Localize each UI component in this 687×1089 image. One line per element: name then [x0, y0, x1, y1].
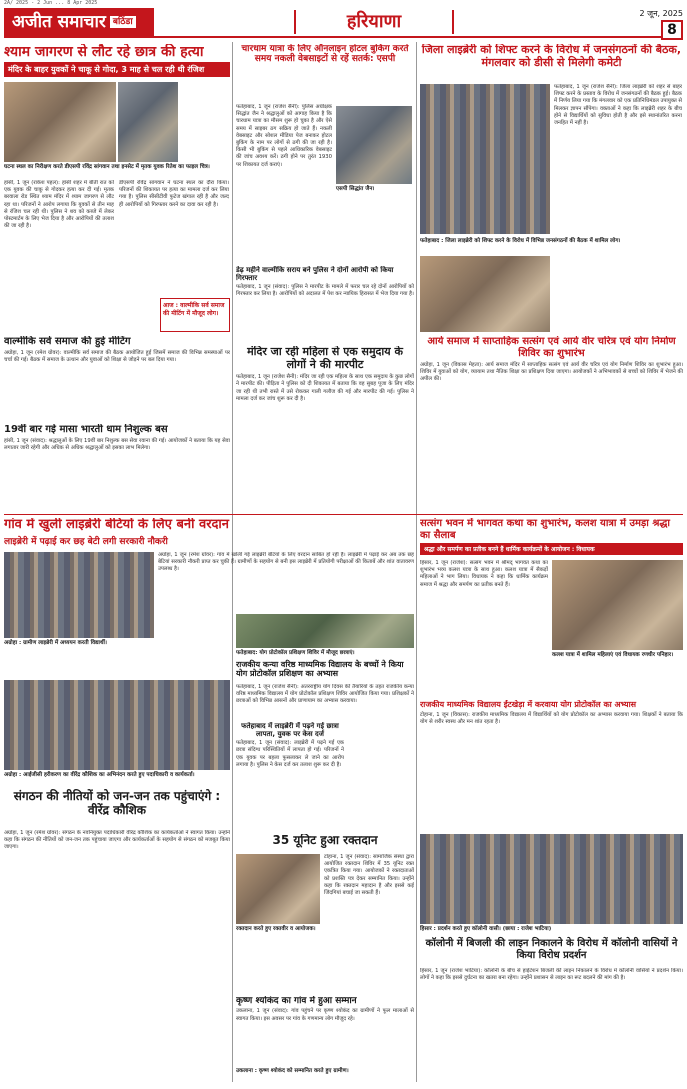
article-body: फतेहाबाद, 1 जून (राजेश सैनी): जिला लाइब्रेरी को शहर से बाहर शिफ्ट करने के प्रस्ताव के विरोध में जनसंगठनों की बैठक हुई। बैठक में निर्णय लिया गया कि मंगलवार को एक प्रतिनिधिमंडल उपायुक्त से मिलकर ज्ञापन सौंपेगा। वक्ताओं ने कहा कि लाइब्रेरी शहर के बीच होने से विद्यार्थियों को सुविधा होती है और इसे स्थानांतरित करना जनहित में नहीं है।	[554, 84, 682, 127]
article-blood-donation[interactable]	[236, 834, 414, 994]
article-body: टोहाना, 1 जून (विकास): राजकीय माध्यमिक विद्यालय में विद्यार्थियों को योग प्रोटोकॉल का अभ्यास करवाया गया। शिक्षकों ने बताया कि योग से शरीर स्वस्थ और मन शांत रहता है।	[420, 712, 683, 726]
headline: मंदिर जा रही महिला से एक समुदाय के लोगों ने की मारपीट	[247, 346, 403, 371]
article-body: अग्रोहा, 1 जून (रमेश ग्रोवर): वाल्मीकि सर्व समाज की बैठक आयोजित हुई जिसमें समाज की विभिन्न समस्याओं पर चर्चा की गई। बैठक में समाज के उत्थान और युवाओं को शिक्षा से जोड़ने पर बल दिया गया।	[4, 349, 230, 363]
article-arya-samaj[interactable]	[420, 336, 683, 512]
headline: कॉलोनी में बिजली की लाइन निकालने के विरोध में कॉलोनी वासियों ने किया विरोध प्रदर्शन	[425, 938, 678, 961]
article-yoga-school[interactable]	[420, 700, 683, 832]
photo-caption: उकलाना : कृष्ण श्योकंद को सम्मानित करते हुए ग्रामीण।	[236, 1068, 349, 1074]
blood-donation-photo	[236, 854, 320, 924]
article-body: हिसार, 1 जून (राजेश): सत्संग भवन में श्रीमद् भागवत कथा का शुभारंभ भव्य कलश यात्रा के साथ हुआ। कलश यात्रा में सैकड़ों महिलाओं ने भाग लिया। विधायक ने कहा कि धार्मिक कार्यक्रम समाज में श्रद्धा और समर्पण का प्रतीक बनते हैं।	[420, 560, 548, 588]
photo-caption: अग्रोहा : आईजीसी हरीकरण का वीरेंद्र कौशिक का अभिनंदन करते हुए पदाधिकारी व कार्यकर्ता।	[4, 772, 195, 778]
photo-caption: कलश यात्रा में शामिल महिलाएं एवं विधायक रणधीर पनिहार।	[552, 652, 674, 658]
photo-caption: रक्तदान करते हुए रक्तवीर व आयोजक।	[236, 926, 316, 932]
article-body: टोहाना, 1 जून (संवाद): सामाजिक संस्था द्वारा आयोजित रक्तदान शिविर में 35 यूनिट रक्त एकत्रित किया गया। आयोजकों ने रक्तदाताओं को प्रशस्ति पत्र देकर सम्मानित किया। उन्होंने कहा कि रक्तदान महादान है और इससे कई जिंदगियां बचाई जा सकती हैं।	[324, 854, 414, 897]
headline: 35 यूनिट हुआ रक्तदान	[272, 834, 378, 847]
headline: चारधाम यात्रा के लिए ऑनलाइन होटल बुकिंग करते समय नकली वेबसाइटों से रहें सतर्क: एसपी	[241, 44, 409, 65]
headline: कृष्ण श्योकंद का गांव में हुआ सम्मान	[236, 996, 357, 1006]
inset-photo	[118, 82, 178, 162]
article-colony-protest[interactable]	[420, 834, 683, 1082]
news-photo	[4, 82, 116, 162]
article-body: फतेहाबाद, 1 जून (राजेश सैनी): पुलिस अधीक्षक सिद्धांत जैन ने श्रद्धालुओं को आगाह किया है कि चारधाम यात्रा का मौसम शुरू हो चुका है और ऐसे समय में साइबर ठग सक्रिय हो जाते हैं। नकली वेबसाइट और सोशल मीडिया पेज बनाकर होटल बुकिंग के नाम पर लोगों से ठगी की जा रही है। किसी भी बुकिंग से पहले आधिकारिक वेबसाइट की जांच अवश्य करें। ठगी होने पर तुरंत 1930 पर शिकायत दर्ज कराएं।	[236, 104, 332, 168]
news-photo	[420, 256, 550, 332]
masthead	[4, 8, 683, 38]
sp-photo	[336, 106, 412, 184]
article-library-shift[interactable]	[420, 44, 683, 334]
article-missing-girl[interactable]	[236, 722, 344, 832]
headline: सत्संग भवन में भागवत कथा का शुभारंभ, कलश यात्रा में उमड़ा श्रद्धा का सैलाब	[420, 518, 671, 541]
yoga-photo	[236, 614, 414, 648]
article-body: अग्रोहा, 1 जून (रमेश ग्रोवर): गांव में खोली गई लाइब्रेरी बेटियों के लिए वरदान साबित हो रही है। लाइब्रेरी में पढ़ाई कर अब तक छह बेटियां सरकारी नौकरी प्राप्त कर चुकी हैं। ग्रामीणों के सहयोग से बनी इस लाइब्रेरी में प्रतियोगी परीक्षाओं की किताबें और शांत वातावरण उपलब्ध है।	[158, 552, 414, 573]
article-yoga-girls[interactable]	[236, 614, 414, 718]
protest-photo	[420, 834, 683, 924]
article-temple-assault[interactable]	[236, 346, 414, 514]
article-body: हांसी, 1 जून (राकेश पहल): हांसी शहर में बीती रात को एक युवक की चाकू से गोदकर हत्या कर दी गई। मृतक बरवाला रोड स्थित श्याम मंदिर में श्याम जागरण से लौट रहा था। परिजनों ने आरोप लगाया कि युवकों से तीन माह से रंजिश चल रही थी। पुलिस ने शव को कब्जे में लेकर पोस्टमार्टम के लिए भेज दिया है और आरोपियों की तलाश की जा रही है।	[4, 180, 114, 230]
headline: श्याम जागरण से लौट रहे छात्र की हत्या	[4, 44, 204, 60]
headline: वाल्मीकि सर्व समाज की हुई मीटिंग	[4, 336, 131, 347]
article-body: उकलाना, 1 जून (संवाद): गांव पहुंचने पर कृष्ण श्योकंद का ग्रामीणों ने फूल मालाओं से स्वागत किया। इस अवसर पर गांव के गणमान्य लोग मौजूद रहे।	[236, 1008, 414, 1022]
article-arrest[interactable]	[236, 266, 414, 340]
article-body: हिसार, 1 जून (राजेश भाटिया): कॉलोनी के बीच से हाईटेंशन बिजली की लाइन निकालने के विरोध में कॉलोनी वासियों ने प्रदर्शन किया। लोगों ने कहा कि इससे दुर्घटना का खतरा बना रहेगा। उन्होंने प्रशासन से लाइन का रूट बदलने की मांग की है।	[420, 968, 683, 982]
photo-caption: फतेहाबाद: योग प्रोटोकॉल प्रशिक्षण शिविर में मौजूद छात्राएं।	[236, 650, 355, 656]
headline: फतेहाबाद में लाइब्रेरी में पढ़ने गई छात्रा लापता, युवक पर केस दर्ज	[241, 722, 339, 739]
headline: आर्य समाज में साप्ताहिक सत्संग एवं आर्य वीर चरित्र एवं योग निर्माण शिविर का शुभारंभ	[427, 336, 676, 359]
column-divider	[416, 42, 417, 1082]
article-body: अग्रोहा, 1 जून (विकास मेहता): आर्य समाज मंदिर में साप्ताहिक सत्संग एवं आर्य वीर चरित्र एवं योग निर्माण शिविर का शुभारंभ हुआ। शिविर में युवाओं को योग, व्यायाम तथा नैतिक शिक्षा का प्रशिक्षण दिया जाएगा। आयोजकों ने अभिभावकों से बच्चों को शिविर में भेजने की अपील की।	[420, 362, 683, 383]
date-block	[613, 8, 683, 36]
library-photo	[4, 552, 154, 638]
photo-caption: हिसार : प्रदर्शन करते हुए कॉलोनी वासी। (छाया : राजेश भाटिया)	[420, 926, 552, 932]
headline: राजकीय माध्यमिक विद्यालय ईंटखेड़ा में करवाया योग प्रोटोकॉल का अभ्यास	[420, 700, 637, 709]
newspaper-logo[interactable]: अजीत समाचार बठिंडा	[4, 8, 154, 36]
article-sangathan[interactable]	[4, 680, 230, 1082]
photo-caption: अग्रोहा : ग्रामीण लाइब्रेरी में अध्ययन करती विद्यार्थी।	[4, 640, 107, 646]
print-info-line: 2A/ 2025 - 2 Jun ... 8 Apr 2025	[4, 0, 98, 6]
headline: जिला लाइब्रेरी को शिफ्ट करने के विरोध में जनसंगठनों की बैठक, मंगलवार को डीसी से मिलेगी कमेटी	[421, 44, 682, 69]
article-body: अग्रोहा, 1 जून (रमेश ग्रोवर): संगठन के नवनियुक्त पदाधिकारी वीरेंद्र कौशिक का कार्यकर्ताओं ने स्वागत किया। उन्होंने कहा कि संगठन की नीतियों को जन-जन तक पहुंचाया जाएगा और कार्यकर्ताओं के सहयोग से संगठन को मजबूत किया जाएगा।	[4, 830, 230, 851]
issue-date: 2 जून, 2025	[639, 9, 683, 18]
headline: 19वीं बार गई मासा भारती धाम निशुल्क बस	[4, 424, 168, 435]
article-valmiki[interactable]	[4, 336, 230, 426]
felicitation-photo	[4, 680, 230, 770]
article-chardham[interactable]	[236, 44, 414, 264]
subheadline: श्रद्धा और समर्पण का प्रतीक बनने हैं धार्मिक कार्यक्रमों के आयोजन : विधायक	[420, 543, 683, 555]
article-body: फतेहाबाद, 1 जून (संवाद): लाइब्रेरी में पढ़ने गई एक छात्रा संदिग्ध परिस्थितियों में लापता हो गई। परिजनों ने एक युवक पर बहला फुसलाकर ले जाने का आरोप लगाया है। पुलिस ने केस दर्ज कर तलाश शुरू कर दी है।	[236, 740, 344, 768]
pull-quote: आज : वाल्मीकि सर्व समाज की मीटिंग में मौजूद लोग।	[160, 298, 230, 332]
photo-caption: एसपी सिद्धांत जैन।	[336, 186, 375, 192]
article-body: फतेहाबाद, 1 जून (राजेश सैनी): मंदिर जा रही एक महिला के साथ एक समुदाय के कुछ लोगों ने मारपीट की। पीड़िता ने पुलिस को दी शिकायत में बताया कि वह सुबह पूजा के लिए मंदिर जा रही थी तभी रास्ते में उसे रोककर गाली गलौज की गई और मारपीट की गई। पुलिस ने मामला दर्ज कर जांच शुरू कर दी है।	[236, 374, 414, 402]
section-divider	[4, 514, 683, 515]
photo-caption: घटना स्थल का निरीक्षण करते डीएसपी रविंद्र सांगवान तथा इनसेट में मृतक युवक रितेश का फाइल चित्र।	[4, 164, 210, 170]
article-body: हांसी, 1 जून (संवाद): श्रद्धालुओं के लिए 19वीं बार निशुल्क बस सेवा रवाना की गई। आयोजकों ने बताया कि यह सेवा लगातार जारी रहेगी और अधिक से अधिक श्रद्धालुओं को इसका लाभ मिलेगा।	[4, 437, 230, 451]
article-murder[interactable]	[4, 44, 230, 306]
headline: गांव में खुली लाइब्रेरी बेटियों के लिए बनी वरदान	[4, 518, 230, 532]
headline: संगठन की नीतियों को जन-जन तक पहुंचाएंगे : वीरेंद्र कौशिक	[13, 789, 221, 817]
headline: डेढ़ महीने वाल्मीकि सराय बने पुलिस ने दोनों आरोपी को किया गिरफ्तार	[236, 266, 394, 283]
subheadline: लाइब्रेरी में पढ़ाई कर छह बेटी लगी सरकारी नौकरी	[4, 536, 168, 547]
section-title: हरियाणा	[294, 10, 454, 34]
article-bus[interactable]	[4, 424, 230, 510]
kalash-yatra-photo	[552, 560, 683, 650]
article-body: फतेहाबाद, 1 जून (संवाद): पुलिस ने मारपीट के मामले में फरार चल रहे दोनों आरोपियों को गिरफ्तार कर लिया है। आरोपियों को अदालत में पेश कर न्यायिक हिरासत में भेज दिया गया है।	[236, 284, 414, 298]
article-body: फतेहाबाद, 1 जून (राजेश सैनी): अंतरराष्ट्रीय योग दिवस की तैयारियों के तहत राजकीय कन्या वरिष्ठ माध्यमिक विद्यालय में योग प्रोटोकॉल प्रशिक्षण शिविर आयोजित किया गया। प्रशिक्षकों ने छात्राओं को विभिन्न आसनों और प्राणायाम का अभ्यास करवाया।	[236, 684, 414, 705]
article-body: डीएसपी रविंद्र सांगवान ने घटना स्थल का दौरा किया। परिजनों की शिकायत पर हत्या का मामला दर्ज कर लिया गया है। पुलिस सीसीटीवी फुटेज खंगाल रही है और जल्द ही आरोपियों को गिरफ्तार करने का दावा कर रही है।	[119, 180, 229, 208]
photo-caption: फतेहाबाद : जिला लाइब्रेरी को शिफ्ट करने के विरोध में विभिन्न जनसंगठनों की बैठक में शामिल लोग।	[420, 238, 621, 244]
subheadline: मंदिर के बाहर युवकों ने चाकू से गोदा, 3 माह से चल रही थी रंजिश	[4, 62, 230, 77]
page-number: 8	[661, 20, 683, 40]
article-krishna-sheokand[interactable]	[236, 996, 414, 1082]
headline: राजकीय कन्या वरिष्ठ माध्यमिक विद्यालय के बच्चों ने किया योग प्रोटोकॉल प्रशिक्षण का अभ्यास	[236, 660, 404, 679]
edition-city: बठिंडा	[110, 16, 136, 28]
meeting-photo	[420, 84, 550, 234]
article-bhagwat-katha[interactable]	[420, 518, 683, 698]
